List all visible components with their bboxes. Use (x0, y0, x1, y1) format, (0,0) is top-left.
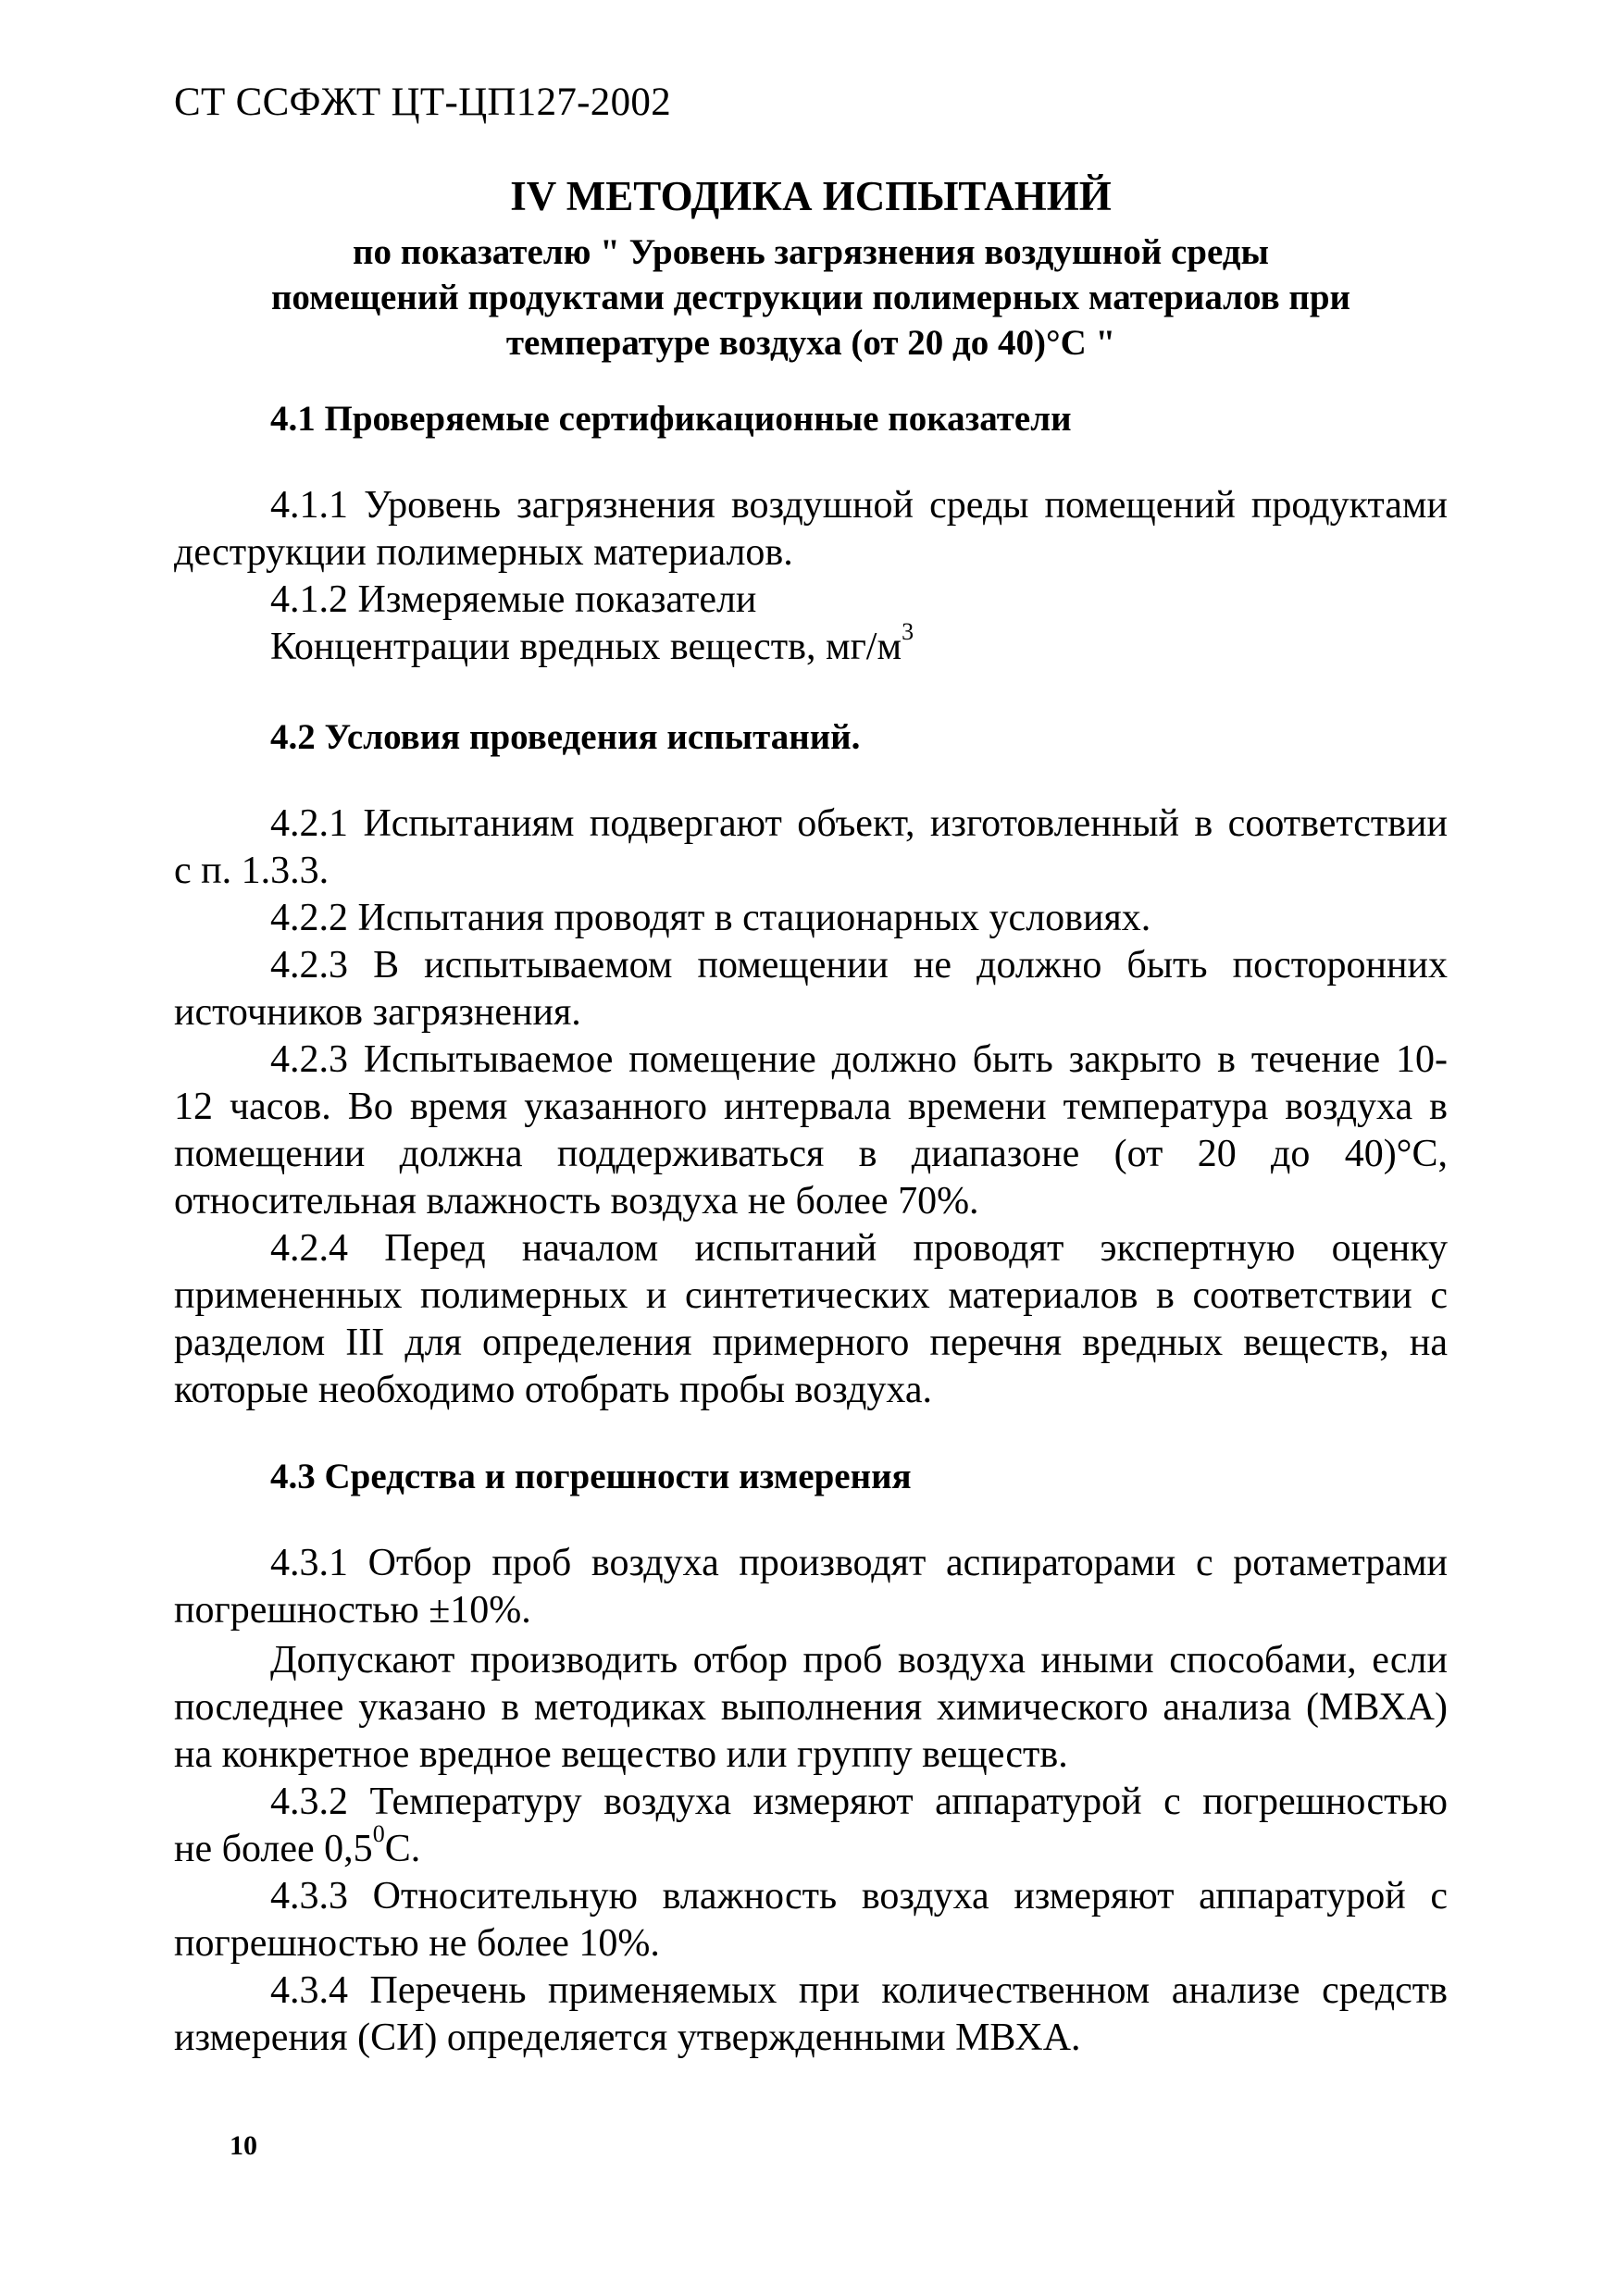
section-title: IV МЕТОДИКА ИСПЫТАНИЙ (510, 173, 1112, 219)
paragraph-4-2-3b-line-1: 4.2.3 Испытываемое помещение должно быть закрыто в течение 10- (270, 1038, 1448, 1081)
paragraph-4-3-2-line-2 (174, 1820, 1448, 1871)
paragraph-measured-values (270, 618, 1448, 669)
heading-4-1: 4.1 Проверяемые сертификационные показатели (270, 399, 1072, 439)
paragraph-4-2-3b-line-2: 12 часов. Во время указанного интервала времени температура воздуха в (174, 1086, 1448, 1128)
paragraph-alt-sampling-line-3: на конкретное вредное вещество или группу веществ. (174, 1733, 1068, 1776)
paragraph-4-2-1-line-2: с п. 1.3.3. (174, 850, 330, 892)
section-subtitle-line-2: помещений продуктами деструкции полимерных материалов при (270, 278, 1351, 317)
paragraph-4-2-4-line-1: 4.2.4 Перед началом испытаний проводят экспертную оценку (270, 1227, 1448, 1270)
section-subtitle-line-1: по показателю " Уровень загрязнения воздушной среды (353, 232, 1269, 272)
temperature-accuracy-text: не более 0,5 (174, 1828, 373, 1870)
paragraph-4-2-3a-line-1: 4.2.3 В испытываемом помещении не должно быть посторонних (270, 944, 1448, 987)
paragraph-4-2-4-line-4: которые необходимо отобрать пробы воздуха. (174, 1369, 932, 1411)
measured-values-text: Концентрации вредных веществ, мг/м (270, 626, 902, 668)
paragraph-alt-sampling-line-1: Допускают производить отбор проб воздуха иными способами, если (270, 1639, 1448, 1682)
paragraph-alt-sampling-line-2: последнее указано в методиках выполнения химического анализа (МВХА) (174, 1686, 1448, 1729)
paragraph-4-1-1-line-2: деструкции полимерных материалов. (174, 531, 793, 574)
heading-4-3: 4.3 Средства и погрешности измерения (270, 1457, 912, 1496)
paragraph-4-1-1-line-1: 4.1.1 Уровень загрязнения воздушной среды помещений продуктами (270, 484, 1448, 527)
document-code: СТ ССФЖТ ЦТ-ЦП127-2002 (174, 81, 672, 124)
section-subtitle-line-3: температуре воздуха (от 20 до 40)°С " (505, 323, 1116, 363)
paragraph-4-3-4-line-2: измерения (СИ) определяется утвержденными МВХА. (174, 2017, 1081, 2059)
paragraph-4-2-2: 4.2.2 Испытания проводят в стационарных условиях. (270, 897, 1151, 939)
paragraph-4-3-2-line-1: 4.3.2 Температуру воздуха измеряют аппаратурой с погрешностью (270, 1781, 1448, 1823)
paragraph-4-1-2: 4.1.2 Измеряемые показатели (270, 578, 757, 621)
heading-4-2: 4.2 Условия проведения испытаний. (270, 717, 861, 757)
degree-superscript: 0 (372, 1820, 385, 1847)
paragraph-4-2-3b-line-4: относительная влажность воздуха не более 70%. (174, 1180, 979, 1222)
paragraph-4-3-1-line-1: 4.3.1 Отбор проб воздуха производят аспираторами с ротаметрами (270, 1542, 1448, 1584)
paragraph-4-3-1-line-2: погрешностью ±10%. (174, 1589, 531, 1632)
paragraph-4-2-3b-line-3: помещении должна поддерживаться в диапазоне (от 20 до 40)°С, (174, 1133, 1448, 1175)
paragraph-4-3-3-line-2: погрешностью не более 10%. (174, 1922, 660, 1965)
paragraph-4-2-4-line-2: примененных полимерных и синтетических материалов в соответствии с (174, 1274, 1448, 1317)
paragraph-4-3-3-line-1: 4.3.3 Относительную влажность воздуха измеряют аппаратурой с (270, 1875, 1448, 1917)
page-number: 10 (230, 2130, 257, 2161)
paragraph-4-2-1-line-1: 4.2.1 Испытаниям подвергают объект, изготовленный в соответствии (270, 802, 1448, 845)
paragraph-4-2-4-line-3: разделом III для определения примерного перечня вредных веществ, на (174, 1322, 1448, 1364)
celsius-unit: С. (384, 1828, 421, 1870)
cubic-superscript: 3 (902, 618, 914, 645)
paragraph-4-3-4-line-1: 4.3.4 Перечень применяемых при количественном анализе средств (270, 1969, 1448, 2012)
paragraph-4-2-3a-line-2: источников загрязнения. (174, 991, 581, 1034)
